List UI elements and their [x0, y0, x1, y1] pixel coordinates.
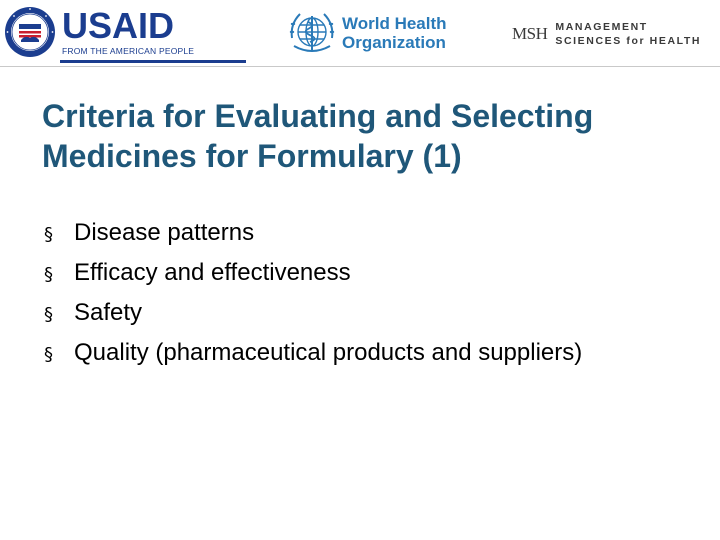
logo-header [0, 0, 720, 70]
bullet-glyph: § [44, 344, 53, 365]
msh-logo [512, 14, 701, 54]
who-emblem-icon [286, 8, 338, 58]
bullet-glyph: § [44, 304, 53, 325]
slide-title-line-1: Criteria for Evaluating and Selecting [42, 98, 594, 134]
usaid-underline [60, 60, 246, 63]
who-name-line-2: Organization [342, 33, 446, 52]
who-name-line-1: World Health [342, 14, 447, 33]
msh-mark: MSH [512, 24, 548, 43]
msh-name-line-2: SCIENCES for HEALTH [555, 35, 702, 47]
header-divider [0, 66, 720, 67]
usaid-seal-icon [4, 6, 56, 58]
bullet-item [44, 298, 704, 338]
usaid-wordmark: USAID [62, 5, 175, 46]
bullet-item [44, 338, 704, 378]
bullet-glyph: § [44, 264, 53, 285]
bullet-glyph: § [44, 224, 53, 245]
bullet-text: Quality (pharmaceutical products and suppliers) [74, 339, 583, 366]
msh-name-line-1: MANAGEMENT [555, 21, 648, 33]
bullet-list [44, 218, 704, 378]
usaid-logo [4, 4, 194, 60]
who-logo [286, 8, 447, 58]
bullet-item [44, 258, 704, 298]
slide-title [42, 96, 692, 176]
slide-title-line-2: Medicines for Formulary (1) [42, 138, 462, 174]
usaid-tagline: FROM THE AMERICAN PEOPLE [62, 46, 195, 56]
bullet-item [44, 218, 704, 258]
bullet-text: Disease patterns [74, 219, 255, 246]
bullet-text: Safety [74, 299, 143, 326]
bullet-text: Efficacy and effectiveness [74, 259, 351, 286]
